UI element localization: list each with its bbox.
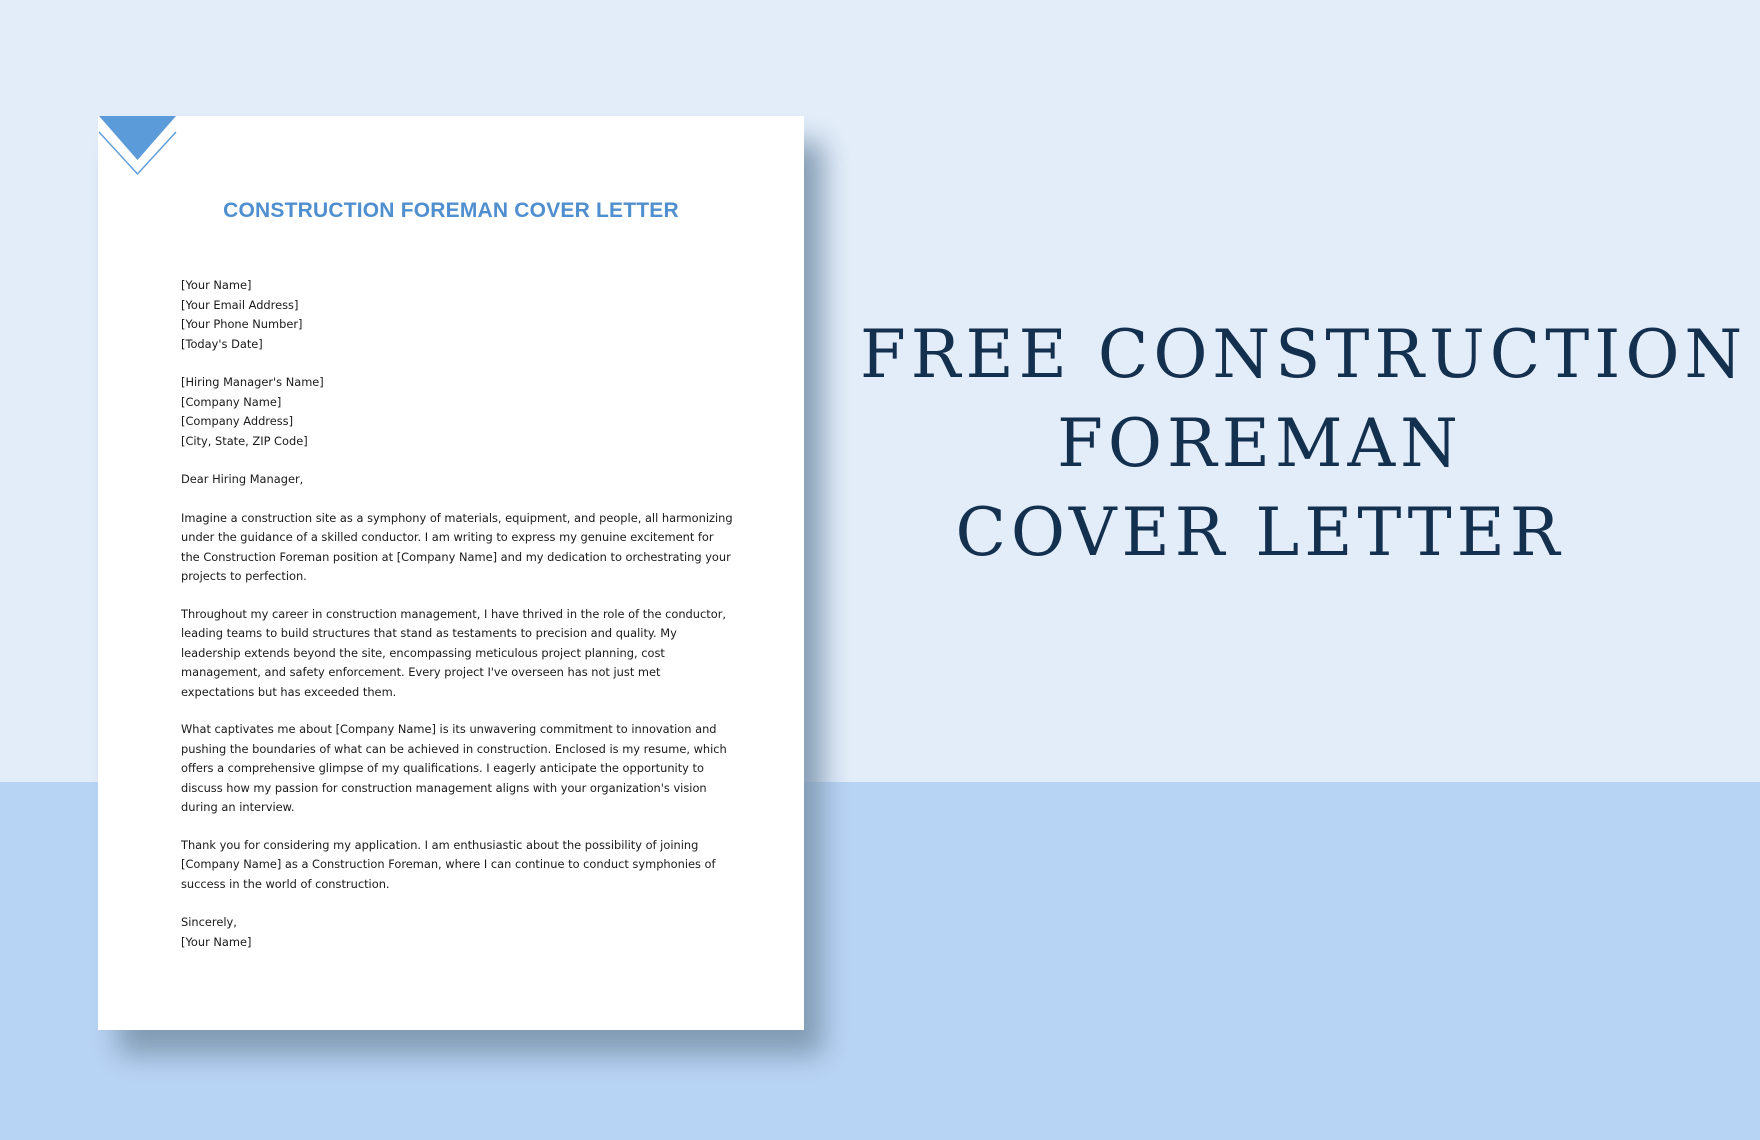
sender-line: [Your Phone Number]	[181, 317, 303, 331]
recipient-line: [City, State, ZIP Code]	[181, 433, 308, 448]
paragraph	[181, 836, 726, 895]
paragraph	[181, 720, 726, 818]
closing: Sincerely,	[181, 915, 237, 929]
paragraph	[181, 605, 726, 703]
paragraph-line: leading teams to build structures that stand as testaments to precision and quality. My	[181, 626, 677, 640]
paragraph-line: success in the world of construction.	[181, 876, 390, 891]
recipient-line: [Company Address]	[181, 414, 294, 428]
paragraph-line: discuss how my passion for construction management aligns with your organization's vision	[181, 780, 707, 795]
paragraph-line: What captivates me about [Company Name] is its unwavering commitment to innovation and	[181, 722, 717, 736]
hero-title-line: COVER LETTER	[955, 494, 1565, 571]
triangle-chevron-icon	[98, 116, 188, 188]
document-page	[98, 116, 804, 1030]
paragraph-line: the Construction Foreman position at [Company Name] and my dedication to orchestrating your	[181, 549, 731, 564]
paragraph-line: under the guidance of a skilled conductor. I am writing to express my genuine excitement for	[181, 530, 714, 544]
paragraph-line: [Company Name] as a Construction Foreman, where I can continue to conduct symphonies of	[181, 857, 716, 871]
sender-block	[181, 276, 726, 354]
letter-body	[181, 276, 733, 952]
hero-title-line: FREE CONSTRUCTION	[860, 316, 1748, 393]
recipient-block	[181, 373, 726, 451]
sender-line: [Today's Date]	[181, 336, 263, 351]
salutation: Dear Hiring Manager,	[181, 472, 304, 486]
recipient-line: [Hiring Manager's Name]	[181, 375, 324, 389]
signature: [Your Name]	[181, 934, 252, 949]
document-title: CONSTRUCTION FOREMAN COVER LETTER	[223, 199, 679, 222]
paragraph-line: management, and safety enforcement. Every project I've overseen has not just met	[181, 665, 661, 679]
paragraph-line: expectations but has exceeded them.	[181, 684, 397, 699]
paragraph-line: projects to perfection.	[181, 569, 307, 583]
paragraph-line: Imagine a construction site as a symphony of materials, equipment, and people, all harmonizing	[181, 510, 733, 525]
recipient-line: [Company Name]	[181, 394, 282, 409]
paragraph-line: Thank you for considering my application. I am enthusiastic about the possibility of joining	[181, 837, 699, 852]
paragraph-line: Throughout my career in construction management, I have thrived in the role of the conductor,	[181, 606, 726, 621]
paragraph-line: pushing the boundaries of what can be achieved in construction. Enclosed is my resume, which	[181, 741, 727, 756]
paragraph-line: during an interview.	[181, 800, 295, 814]
sender-line: [Your Name]	[181, 278, 252, 292]
hero-title-line: FOREMAN	[1057, 405, 1463, 482]
paragraph-line: leadership extends beyond the site, encompassing meticulous project planning, cost	[181, 645, 665, 660]
sender-line: [Your Email Address]	[181, 297, 299, 312]
paragraph-line: offers a comprehensive glimpse of my qualifications. I eagerly anticipate the opportunity to	[181, 761, 704, 775]
hero-title	[860, 310, 1748, 577]
paragraph	[181, 509, 733, 587]
